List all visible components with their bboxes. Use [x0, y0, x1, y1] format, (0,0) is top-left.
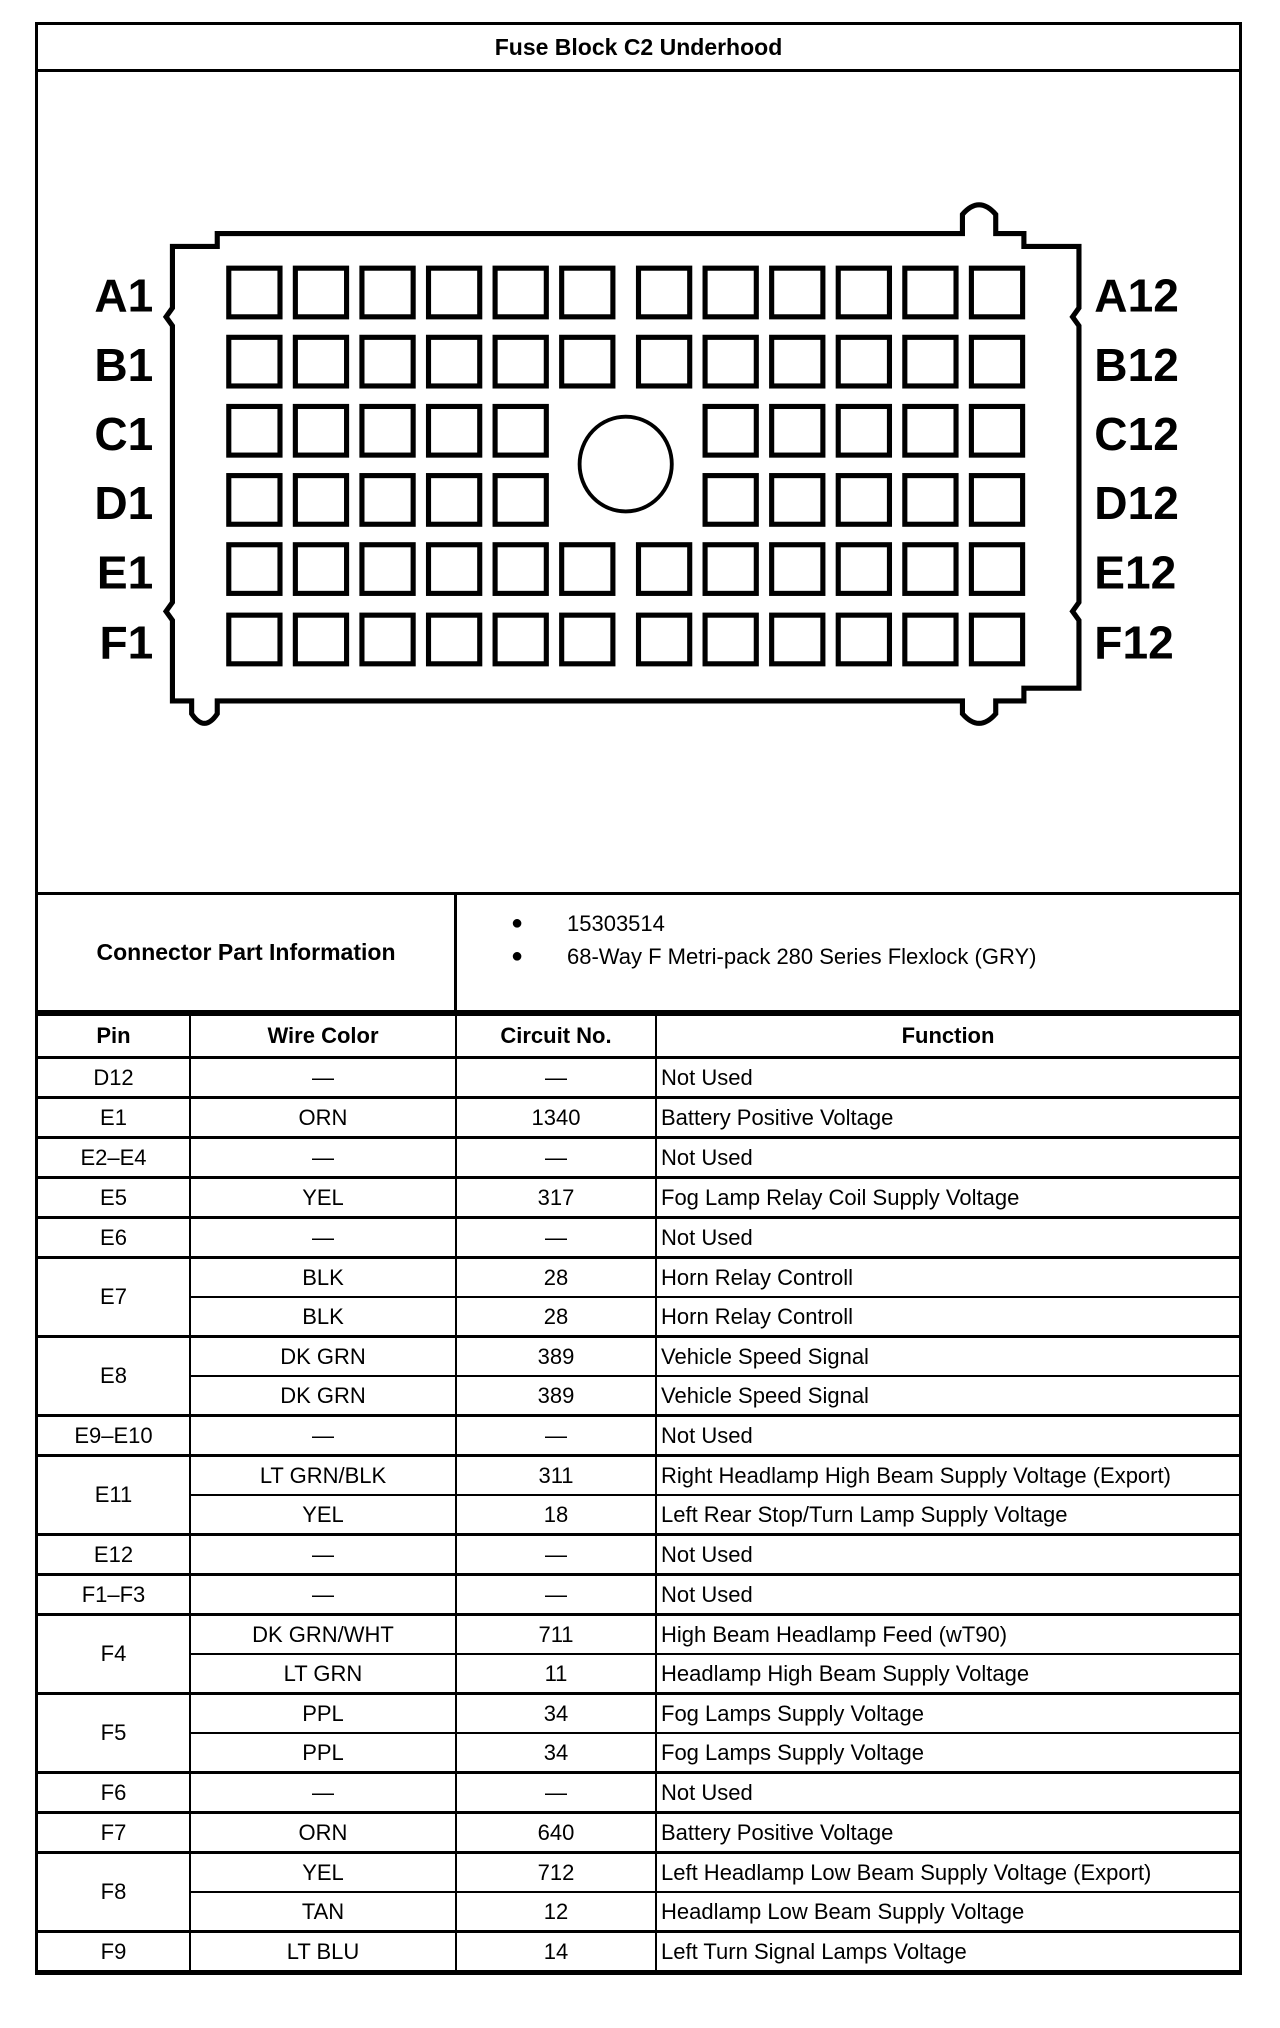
table-row — [38, 1892, 1239, 1932]
pin-cavity — [639, 268, 690, 317]
row-label-right: C12 — [1094, 407, 1179, 460]
pin-cavity — [905, 545, 956, 594]
row-label-left: D1 — [94, 477, 154, 530]
table-row — [38, 1932, 1239, 1972]
connector-part-info — [38, 895, 1239, 1013]
pin-cavity — [495, 476, 546, 525]
wire-color-cell: — — [190, 1058, 456, 1098]
table-row — [38, 1733, 1239, 1773]
circuit-cell: 317 — [456, 1178, 656, 1218]
function-cell: Not Used — [656, 1535, 1239, 1575]
circuit-cell: — — [456, 1535, 656, 1575]
pin-cavity — [772, 337, 823, 386]
part-description: 68-Way F Metri-pack 280 Series Flexlock (GRY) — [567, 943, 1037, 969]
connector-sheet — [35, 22, 1242, 1975]
pin-cavity — [639, 545, 690, 594]
pin-cavity — [495, 545, 546, 594]
function-cell: Fog Lamps Supply Voltage — [656, 1694, 1239, 1734]
pin-cavity — [429, 268, 480, 317]
table-row — [38, 1178, 1239, 1218]
pin-cavity — [838, 337, 889, 386]
pin-cavity — [429, 337, 480, 386]
pin-cell: F9 — [38, 1932, 190, 1972]
pin-cavity — [229, 476, 280, 525]
wire-color-cell: — — [190, 1575, 456, 1615]
circuit-cell: — — [456, 1138, 656, 1178]
pin-cell: E11 — [38, 1456, 190, 1535]
part-info-item — [457, 940, 1239, 973]
pin-cell: E5 — [38, 1178, 190, 1218]
pinout-table — [38, 1013, 1239, 1972]
function-cell: Not Used — [656, 1773, 1239, 1813]
part-info-item — [457, 907, 1239, 940]
pin-cavity — [971, 268, 1022, 317]
row-label-right: B12 — [1094, 338, 1179, 391]
table-row — [38, 1694, 1239, 1734]
function-cell: Headlamp Low Beam Supply Voltage — [656, 1892, 1239, 1932]
pin-cavity — [295, 615, 346, 664]
function-cell: Left Headlamp Low Beam Supply Voltage (Export) — [656, 1853, 1239, 1893]
wire-color-cell: YEL — [190, 1178, 456, 1218]
header-function: Function — [656, 1015, 1239, 1058]
pin-cavity — [295, 268, 346, 317]
table-row — [38, 1615, 1239, 1655]
pin-cavity — [562, 615, 613, 664]
wire-color-cell: PPL — [190, 1733, 456, 1773]
table-row — [38, 1376, 1239, 1416]
row-label-left: B1 — [94, 338, 154, 391]
pin-cell: F6 — [38, 1773, 190, 1813]
wire-color-cell: LT GRN — [190, 1654, 456, 1694]
pin-cell: E1 — [38, 1098, 190, 1138]
circuit-cell: 712 — [456, 1853, 656, 1893]
pin-cell: E8 — [38, 1337, 190, 1416]
pin-cavity — [905, 615, 956, 664]
wire-color-cell: — — [190, 1416, 456, 1456]
pin-cavity — [229, 615, 280, 664]
pin-cavity — [639, 337, 690, 386]
row-label-left: E1 — [96, 546, 154, 599]
wire-color-cell: LT GRN/BLK — [190, 1456, 456, 1496]
pin-cell: E9–E10 — [38, 1416, 190, 1456]
row-label-left: C1 — [94, 407, 154, 460]
row-label-left: A1 — [94, 269, 154, 322]
function-cell: Vehicle Speed Signal — [656, 1337, 1239, 1377]
connector-face-drawing — [38, 72, 1239, 892]
table-row — [38, 1258, 1239, 1298]
part-number: 15303514 — [567, 910, 665, 936]
wire-color-cell: ORN — [190, 1098, 456, 1138]
table-row — [38, 1218, 1239, 1258]
circuit-cell: 11 — [456, 1654, 656, 1694]
wire-color-cell: ORN — [190, 1813, 456, 1853]
pin-cavity — [705, 545, 756, 594]
function-cell: Not Used — [656, 1416, 1239, 1456]
pin-cavity — [838, 615, 889, 664]
pin-cavity — [639, 615, 690, 664]
header-wire-color: Wire Color — [190, 1015, 456, 1058]
wire-color-cell: — — [190, 1773, 456, 1813]
pin-cavity — [971, 476, 1022, 525]
wire-color-cell: DK GRN — [190, 1337, 456, 1377]
circuit-cell: 1340 — [456, 1098, 656, 1138]
connector-diagram — [38, 72, 1239, 895]
part-info-list — [457, 895, 1239, 1010]
pin-cavity — [838, 476, 889, 525]
function-cell: Fog Lamp Relay Coil Supply Voltage — [656, 1178, 1239, 1218]
circuit-cell: 28 — [456, 1258, 656, 1298]
wire-color-cell: — — [190, 1138, 456, 1178]
wire-color-cell: PPL — [190, 1694, 456, 1734]
wire-color-cell: LT BLU — [190, 1932, 456, 1972]
pin-cavity — [229, 545, 280, 594]
pin-cavity — [838, 406, 889, 455]
table-row — [38, 1575, 1239, 1615]
function-cell: Right Headlamp High Beam Supply Voltage (Export) — [656, 1456, 1239, 1496]
circuit-cell: — — [456, 1773, 656, 1813]
wire-color-cell: BLK — [190, 1297, 456, 1337]
table-row — [38, 1773, 1239, 1813]
circuit-cell: 389 — [456, 1376, 656, 1416]
table-row — [38, 1337, 1239, 1377]
pin-cavity — [905, 406, 956, 455]
pin-cell: F8 — [38, 1853, 190, 1932]
table-row — [38, 1853, 1239, 1893]
pin-cavity — [772, 406, 823, 455]
function-cell: Left Rear Stop/Turn Lamp Supply Voltage — [656, 1495, 1239, 1535]
part-info-label: Connector Part Information — [38, 895, 457, 1010]
function-cell: Not Used — [656, 1218, 1239, 1258]
pin-cell: E12 — [38, 1535, 190, 1575]
function-cell: Vehicle Speed Signal — [656, 1376, 1239, 1416]
pin-cell: F7 — [38, 1813, 190, 1853]
wire-color-cell: TAN — [190, 1892, 456, 1932]
wire-color-cell: YEL — [190, 1495, 456, 1535]
bullet-icon: ● — [510, 945, 524, 967]
pin-cavity — [362, 268, 413, 317]
pin-cavity — [905, 337, 956, 386]
pin-cavity — [772, 476, 823, 525]
header-circuit-no: Circuit No. — [456, 1015, 656, 1058]
table-row — [38, 1535, 1239, 1575]
circuit-cell: — — [456, 1218, 656, 1258]
pin-cavity — [295, 337, 346, 386]
wire-color-cell: DK GRN — [190, 1376, 456, 1416]
wire-color-cell: YEL — [190, 1853, 456, 1893]
function-cell: Horn Relay Controll — [656, 1258, 1239, 1298]
function-cell: Horn Relay Controll — [656, 1297, 1239, 1337]
pin-cavity — [495, 615, 546, 664]
pin-cavity — [562, 545, 613, 594]
pin-cavity — [838, 268, 889, 317]
function-cell: Left Turn Signal Lamps Voltage — [656, 1932, 1239, 1972]
table-row — [38, 1654, 1239, 1694]
pin-cell: E7 — [38, 1258, 190, 1337]
wire-color-cell: BLK — [190, 1258, 456, 1298]
circuit-cell: 14 — [456, 1932, 656, 1972]
pin-cell: D12 — [38, 1058, 190, 1098]
pin-cavity — [705, 615, 756, 664]
circuit-cell: 34 — [456, 1733, 656, 1773]
pin-cavity — [838, 545, 889, 594]
circuit-cell: 18 — [456, 1495, 656, 1535]
function-cell: Not Used — [656, 1058, 1239, 1098]
pin-cell: E6 — [38, 1218, 190, 1258]
pin-cavity — [562, 337, 613, 386]
function-cell: Headlamp High Beam Supply Voltage — [656, 1654, 1239, 1694]
pin-cavity — [772, 268, 823, 317]
pin-cavity — [295, 406, 346, 455]
wire-color-cell: — — [190, 1535, 456, 1575]
table-row — [38, 1416, 1239, 1456]
pin-cell: F1–F3 — [38, 1575, 190, 1615]
function-cell: Battery Positive Voltage — [656, 1813, 1239, 1853]
row-label-right: E12 — [1094, 546, 1177, 599]
pin-cavity — [429, 545, 480, 594]
table-row — [38, 1813, 1239, 1853]
center-key-hole — [580, 417, 672, 512]
circuit-cell: 28 — [456, 1297, 656, 1337]
row-label-right: A12 — [1094, 269, 1179, 322]
table-row — [38, 1138, 1239, 1178]
page-title: Fuse Block C2 Underhood — [38, 25, 1239, 72]
circuit-cell: 34 — [456, 1694, 656, 1734]
function-cell: Fog Lamps Supply Voltage — [656, 1733, 1239, 1773]
table-row — [38, 1495, 1239, 1535]
circuit-cell: 12 — [456, 1892, 656, 1932]
pin-cavity — [772, 545, 823, 594]
pin-cavity — [905, 268, 956, 317]
pin-cavity — [971, 337, 1022, 386]
pin-cavity — [295, 545, 346, 594]
pin-cavity — [705, 406, 756, 455]
pin-cavity — [229, 406, 280, 455]
circuit-cell: 389 — [456, 1337, 656, 1377]
circuit-cell: 311 — [456, 1456, 656, 1496]
pin-cavity — [229, 268, 280, 317]
pin-cavity — [362, 476, 413, 525]
circuit-cell: — — [456, 1575, 656, 1615]
table-row — [38, 1098, 1239, 1138]
pin-cavity — [429, 476, 480, 525]
function-cell: Battery Positive Voltage — [656, 1098, 1239, 1138]
pin-cavity — [971, 545, 1022, 594]
row-label-right: D12 — [1094, 477, 1179, 530]
function-cell: High Beam Headlamp Feed (wT90) — [656, 1615, 1239, 1655]
pin-cavity — [229, 337, 280, 386]
function-cell: Not Used — [656, 1575, 1239, 1615]
pin-cavity — [705, 476, 756, 525]
circuit-cell: — — [456, 1058, 656, 1098]
table-row — [38, 1058, 1239, 1098]
pin-cavity — [362, 406, 413, 455]
pin-cavity — [562, 268, 613, 317]
pin-cavity — [971, 406, 1022, 455]
pin-cavity — [971, 615, 1022, 664]
connector-outline — [166, 205, 1079, 724]
circuit-cell: 640 — [456, 1813, 656, 1853]
function-cell: Not Used — [656, 1138, 1239, 1178]
table-row — [38, 1297, 1239, 1337]
pin-cell: E2–E4 — [38, 1138, 190, 1178]
pin-cavity — [429, 615, 480, 664]
header-pin: Pin — [38, 1015, 190, 1058]
bullet-icon: ● — [510, 912, 524, 934]
pin-cavity — [905, 476, 956, 525]
pin-cavity — [429, 406, 480, 455]
wire-color-cell: DK GRN/WHT — [190, 1615, 456, 1655]
pin-cavity — [772, 615, 823, 664]
pin-cavity — [495, 337, 546, 386]
circuit-cell: — — [456, 1416, 656, 1456]
pin-cell: F5 — [38, 1694, 190, 1773]
pin-cavity — [362, 545, 413, 594]
row-label-right: F12 — [1094, 616, 1174, 669]
table-row — [38, 1456, 1239, 1496]
pin-cavity — [705, 337, 756, 386]
pin-cavity — [495, 406, 546, 455]
table-header-row — [38, 1015, 1239, 1058]
pin-cavity — [705, 268, 756, 317]
circuit-cell: 711 — [456, 1615, 656, 1655]
row-label-left: F1 — [99, 616, 154, 669]
pin-cavity — [495, 268, 546, 317]
pin-cavity — [295, 476, 346, 525]
pin-cavity — [362, 337, 413, 386]
wire-color-cell: — — [190, 1218, 456, 1258]
pin-cell: F4 — [38, 1615, 190, 1694]
pin-cavity — [362, 615, 413, 664]
